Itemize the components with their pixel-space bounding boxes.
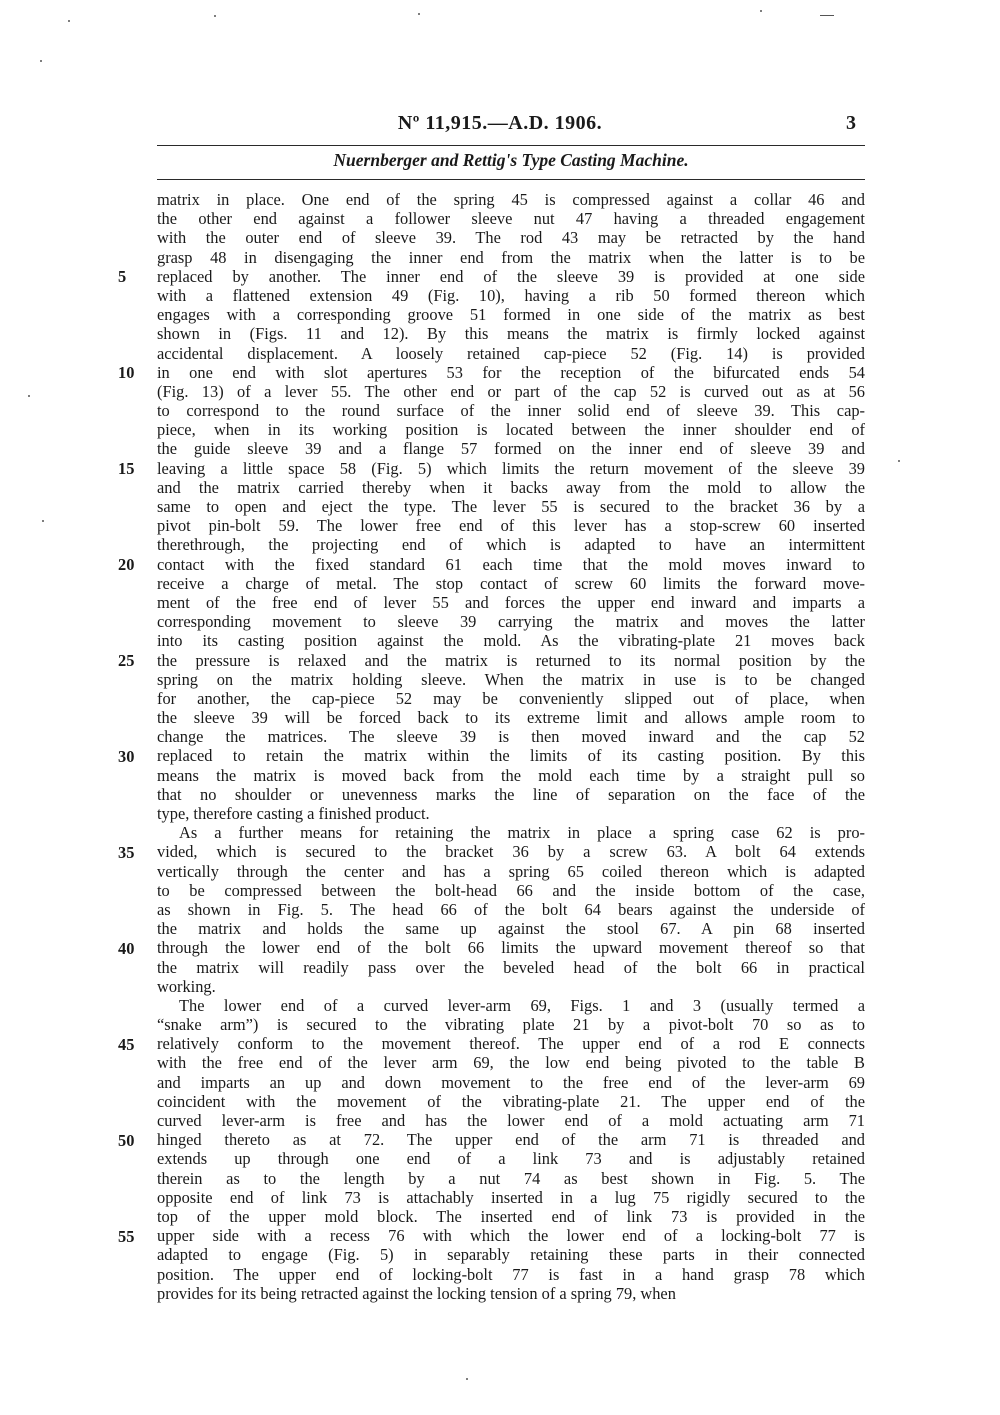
- scan-speck: [28, 395, 30, 397]
- text-line: through the lower end of the bolt 66 limits the upward movement thereof so that: [157, 938, 865, 958]
- text-line: into its casting position against the mold. As the vibrating-plate 21 moves back: [157, 631, 865, 651]
- text-line: in one end with slot apertures 53 for the reception of the bifurcated ends 54: [157, 362, 865, 382]
- scan-speck: [40, 60, 42, 62]
- scan-speck: [820, 15, 834, 16]
- scan-speck: [466, 1378, 468, 1380]
- text-line: engages with a corresponding groove 51 formed in one side of the matrix as best: [157, 305, 865, 325]
- scan-speck: [418, 13, 420, 15]
- text-line: ment of the free end of lever 55 and forces the upper end inward and imparts a: [157, 592, 865, 612]
- line-number: 30: [118, 746, 135, 766]
- text-line: grasp 48 in disengaging the inner end from the matrix when the latter is to be: [157, 247, 865, 267]
- text-line: the matrix will readily pass over the beveled head of the bolt 66 in practical: [157, 957, 865, 977]
- text-line: and the matrix carried thereby when it backs away from the mold to allow the: [157, 477, 865, 497]
- line-number: 50: [118, 1130, 135, 1150]
- scan-speck: [898, 460, 900, 462]
- text-line: opposite end of link 73 is attachably inserted in a lug 75 rigidly secured to the: [157, 1187, 865, 1207]
- text-line: the pressure is relaxed and the matrix is returned to its normal position by the: [157, 650, 865, 670]
- text-line: As a further means for retaining the matrix in place a spring case 62 is pro-: [179, 823, 865, 843]
- text-line: for another, the cap-piece 52 may be conveniently slipped out of place, when: [157, 688, 865, 708]
- text-line: vided, which is secured to the bracket 36 by a screw 63. A bolt 64 extends: [157, 842, 865, 862]
- text-line: contact with the fixed standard 61 each time that the mold moves inward to: [157, 554, 865, 574]
- text-line: matrix in place. One end of the spring 45 is compressed against a collar 46 and: [157, 190, 865, 209]
- text-line: spring on the matrix holding sleeve. When the matrix in use is to be changed: [157, 669, 865, 689]
- text-line: curved lever-arm is free and has the lower end of a mold actuating arm 71: [157, 1111, 865, 1130]
- text-line: piece, when in its working position is located between the inner shoulder end of: [157, 420, 865, 440]
- text-line: coincident with the movement of the vibrating-plate 21. The upper end of the: [157, 1091, 865, 1111]
- text-line: with the outer end of sleeve 39. The rod 43 may be retracted by the hand: [157, 228, 865, 248]
- text-line: position. The upper end of locking-bolt 77 is fast in a hand grasp 78 which: [157, 1264, 865, 1284]
- text-line: shown in (Figs. 11 and 12). By this means the matrix is firmly locked against: [157, 324, 865, 344]
- text-line: replaced to retain the matrix within the limits of its casting position. By this: [157, 746, 865, 766]
- text-line: to be compressed between the bolt-head 66 and the inside bottom of the case,: [157, 880, 865, 900]
- running-subtitle: Nuernberger and Rettig's Type Casting Machine.: [333, 150, 689, 170]
- text-line: change the matrices. The sleeve 39 is then moved inward and the cap 52: [157, 727, 865, 747]
- patent-number-title: Nº 11,915.—A.D. 1906.: [397, 112, 603, 134]
- text-line: therein as to the length by a nut 74 as best shown in Fig. 5. The: [157, 1168, 865, 1188]
- scan-speck: [42, 520, 44, 522]
- scan-speck: [214, 15, 216, 17]
- text-line: type, therefore casting a finished product.: [157, 804, 430, 823]
- scan-speck: [68, 20, 70, 22]
- text-line: replaced by another. The inner end of the sleeve 39 is provided at one side: [157, 266, 865, 286]
- line-number: 35: [118, 842, 135, 862]
- text-line: the matrix and holds the same up against the stool 67. A pin 68 inserted: [157, 919, 865, 939]
- page-number: 3: [846, 112, 856, 134]
- text-line: pivot pin-bolt 59. The lower free end of this lever has a stop-screw 60 inserted: [157, 516, 865, 536]
- text-line: the sleeve 39 will be forced back to its extreme limit and allows ample room to: [157, 708, 865, 728]
- line-number: 20: [118, 554, 135, 574]
- text-line: The lower end of a curved lever-arm 69, Figs. 1 and 3 (usually termed a: [179, 995, 865, 1015]
- text-line: the other end against a follower sleeve nut 47 having a threaded engagement: [157, 209, 865, 229]
- text-line: same to open and eject the type. The lever 55 is secured to the bracket 36 by a: [157, 497, 865, 516]
- text-line: that no shoulder or unevenness marks the line of separation on the face of the: [157, 784, 865, 804]
- header-rule-bottom: [157, 179, 865, 180]
- text-line: means the matrix is moved back from the mold each time by a straight pull so: [157, 765, 865, 785]
- text-line: vertically through the center and has a spring 65 coiled thereon which is adapted: [157, 861, 865, 881]
- text-line: receive a charge of metal. The stop contact of screw 60 limits the forward move-: [157, 573, 865, 593]
- text-line: the guide sleeve 39 and a flange 57 formed on the inner end of sleeve 39 and: [157, 439, 865, 459]
- scan-speck: [760, 10, 762, 12]
- text-line: “snake arm”) is secured to the vibrating plate 21 by a pivot-bolt 70 so as to: [157, 1015, 865, 1035]
- text-line: corresponding movement to sleeve 39 carrying the matrix and moves the latter: [157, 612, 865, 632]
- text-line: upper side with a recess 76 with which the lower end of a locking-bolt 77 is: [157, 1226, 865, 1246]
- text-line: with a flattened extension 49 (Fig. 10), having a rib 50 formed thereon which: [157, 285, 865, 305]
- text-line: (Fig. 13) of a lever 55. The other end or part of the cap 52 is curved out as at 56: [157, 381, 865, 401]
- text-line: hinged thereto as at 72. The upper end of the arm 71 is threaded and: [157, 1130, 865, 1150]
- line-number: 25: [118, 650, 135, 670]
- line-number: 45: [118, 1034, 135, 1054]
- line-number: 15: [118, 458, 135, 478]
- line-number: 40: [118, 938, 135, 958]
- text-line: leaving a little space 58 (Fig. 5) which limits the return movement of the sleeve 39: [157, 458, 865, 478]
- text-line: to correspond to the round surface of the inner solid end of sleeve 39. This cap-: [157, 401, 865, 421]
- text-line: extends up through one end of a link 73 and is adjustably retained: [157, 1149, 865, 1169]
- text-line: accidental displacement. A loosely retained cap-piece 52 (Fig. 14) is provided: [157, 343, 865, 363]
- text-line: with the free end of the lever arm 69, the low end being pivoted to the table B: [157, 1053, 865, 1073]
- text-line: relatively conform to the movement thereof. The upper end of a rod E connects: [157, 1034, 865, 1054]
- header-rule-top: [157, 145, 865, 146]
- line-number: 5: [118, 266, 127, 286]
- text-line: working.: [157, 976, 216, 996]
- body-text: [157, 190, 865, 1303]
- line-number: 10: [118, 362, 135, 382]
- text-line: as shown in Fig. 5. The head 66 of the bolt 64 bears against the underside of: [157, 899, 865, 919]
- line-number: 55: [118, 1226, 135, 1246]
- text-line: provides for its being retracted against the locking tension of a spring 79, when: [157, 1283, 676, 1303]
- text-line: and imparts an up and down movement to the free end of the lever-arm 69: [157, 1072, 865, 1092]
- text-line: top of the upper mold block. The inserted end of link 73 is provided in the: [157, 1206, 865, 1226]
- text-line: therethrough, the projecting end of which is adapted to have an intermittent: [157, 535, 865, 555]
- text-line: adapted to engage (Fig. 5) in separably retaining these parts in their connected: [157, 1245, 865, 1265]
